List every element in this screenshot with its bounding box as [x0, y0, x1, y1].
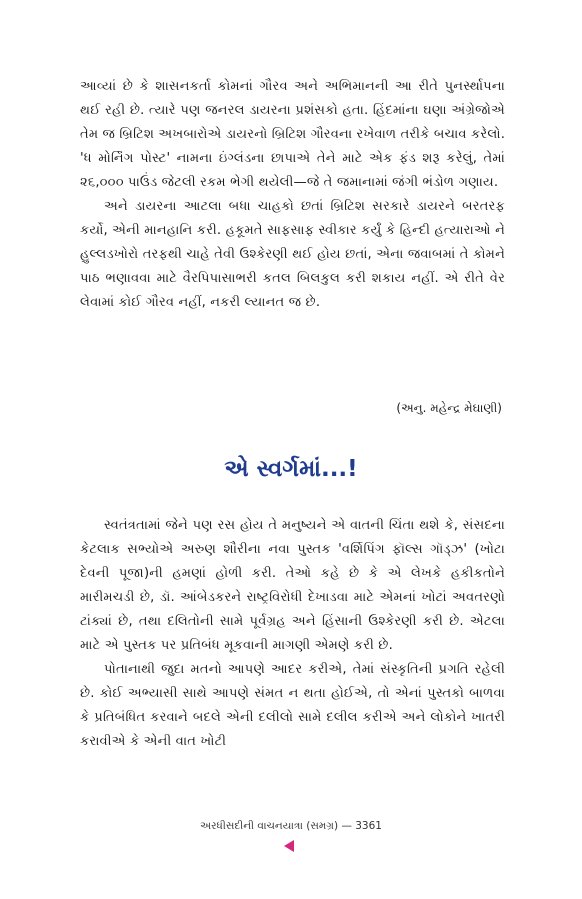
article-paragraph-2: પોતાનાથી જુદા મતનો આપણે આદર કરીએ, તેમાં સંસ્કૃતિની પ્રગતિ રહેલી છે. કોઈ અભ્યાસી સાથે આપણે સંમત ન થતા હોઈએ, તો એનાં પુસ્તકો બાળવા કે પ્રતિબંધિત કરવાને બદલે એની દલીલો સામે દલીલ કરીએ અને લોકોને ખાતરી કરાવીએ કે એની વાત ખોટી: [80, 662, 505, 749]
top-section-text: [80, 75, 505, 315]
previous-page-arrow-icon[interactable]: [284, 840, 294, 852]
article-title: એ સ્વર્ગમાં...!: [224, 456, 358, 482]
translator-attribution: (અનુ. મહેન્દ્ર મેઘાણી): [396, 401, 502, 415]
article-body: [80, 514, 505, 754]
top-paragraph-2: અને ડાયરના આટલા બધા ચાહકો છતાં બ્રિટિશ સરકારે ડાયરને બરતરફ કર્યો, એની માનહાનિ કરી. હકૂમતે સાફસાફ સ્વીકાર કર્યું કે હિન્દી હત્યારાઓ ને હુલ્લડખોરો તરફથી ચાહે તેવી ઉશ્કેરણી થઈ હોય છતાં, એના જવાબમાં તે કોમને પાઠ ભણાવવા માટે વૈરપિપાસાભરી કતલ બિલકુલ કરી શકાય નહીં. એ રીતે વેર લેવામાં કોઈ ગૌરવ નહીં, નકરી લ્યાનત જ છે.: [80, 199, 505, 310]
page-footer: અરધીસદીની વાચનયાત્રા (સમગ્ર) — 3361: [200, 820, 382, 832]
top-paragraph-1: આવ્યાં છે કે શાસનકર્તા કોમનાં ગૌરવ અને અભિમાનની આ રીતે પુનર્સ્થાપના થઈ રહી છે. ત્યારે પણ જનરલ ડાયરના પ્રશંસકો હતા. હિંદમાંના ઘણા અંગ્રેજોએ તેમ જ બ્રિટિશ અખબારોએ ડાયરનો બ્રિટિશ ગૌરવના રખેવાળ તરીકે બચાવ કરેલો. 'ધ મોર્નિંગ પોસ્ટ' નામના ઇંગ્લંડના છાપાએ તેને માટે એક ફંડ શરૂ કરેલું, તેમાં ૨૬,૦૦૦ પાઉંડ જેટલી રકમ ભેગી થયેલી—જે તે જમાનામાં જંગી ભંડોળ ગણાય.: [80, 79, 505, 190]
article-paragraph-1: સ્વતંત્રતામાં જેને પણ રસ હોય તે મનુષ્યને એ વાતની ચિંતા થશે કે, સંસદના કેટલાક સભ્યોએ અરુણ શૌરીના નવા પુસ્તક 'વર્શિપિંગ ફૉલ્સ ગૉડ્ઝ' (ખોટા દેવની પૂજા)ની હમણાં હોળી કરી. તેઓ કહે છે કે એ લેખકે હકીકતોને મારીમચડી છે, ડૉ. આંબેડકરને રાષ્ટ્રવિરોધી દેખાડવા માટે એમનાં ખોટાં અવતરણો ટાંક્યાં છે, તથા દલિતોની સામે પૂર્વગ્રહ અને હિંસાની ઉશ્કેરણી કરી છે. એટલા માટે એ પુસ્તક પર પ્રતિબંધ મૂકવાની માગણી એમણે કરી છે.: [80, 518, 505, 653]
